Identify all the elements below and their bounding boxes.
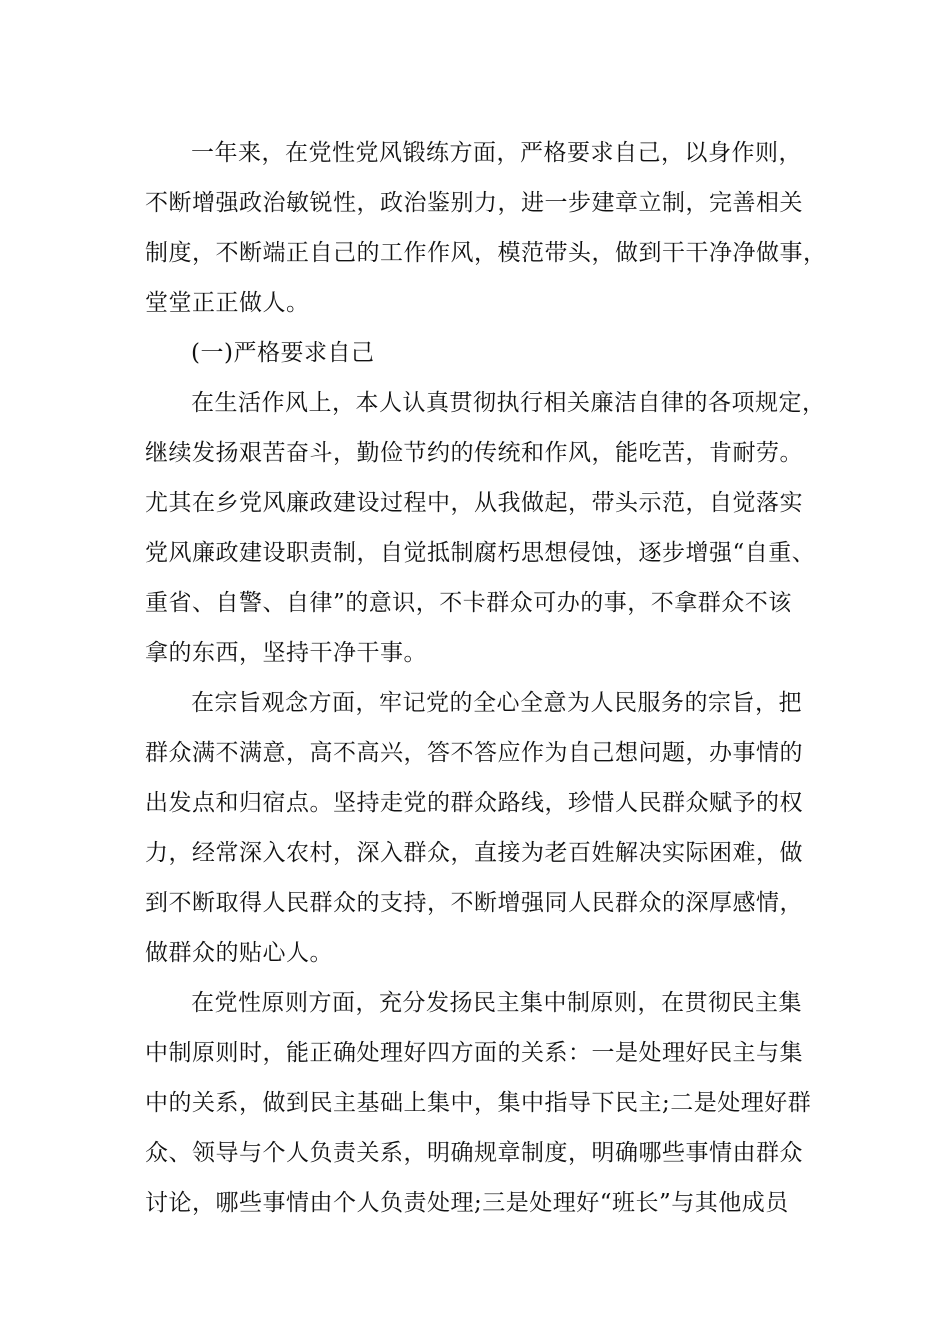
paragraph-line: 众、领导与个人负责关系，明确规章制度，明确哪些事情由群众: [145, 1140, 803, 1166]
paragraph-line: 重省、自警、自律”的意识，不卡群众可办的事，不拿群众不该: [145, 590, 792, 616]
paragraph-line: 讨论，哪些事情由个人负责处理;三是处理好“班长”与其他成员: [145, 1190, 789, 1216]
paragraph-2: [145, 378, 825, 678]
paragraph-line: 尤其在乡党风廉政建设过程中，从我做起，带头示范，自觉落实: [145, 490, 803, 516]
paragraph-line: 出发点和归宿点。坚持走党的群众路线，珍惜人民群众赋予的权: [145, 790, 803, 816]
paragraph-line: 制度，不断端正自己的工作作风，模范带头，做到干干净净做事，: [145, 240, 827, 266]
paragraph-line: 做群众的贴心人。: [145, 940, 333, 966]
paragraph-line: 群众满不满意，高不高兴，答不答应作为自己想问题，办事情的: [145, 740, 803, 766]
paragraph-line: 在宗旨观念方面，牢记党的全心全意为人民服务的宗旨，把: [191, 690, 802, 716]
paragraph-line: 在党性原则方面，充分发扬民主集中制原则，在贯彻民主集: [191, 990, 802, 1016]
paragraph-line: 一年来，在党性党风锻练方面，严格要求自己，以身作则，: [191, 140, 802, 166]
paragraph-line: 在生活作风上，本人认真贯彻执行相关廉洁自律的各项规定，: [191, 390, 826, 416]
paragraph-line: 拿的东西，坚持干净干事。: [145, 640, 427, 666]
paragraph-line: 力，经常深入农村，深入群众，直接为老百姓解决实际困难，做: [145, 840, 803, 866]
paragraph-line: 堂堂正正做人。: [145, 290, 310, 316]
paragraph-line: 继续发扬艰苦奋斗，勤俭节约的传统和作风，能吃苦，肯耐劳。: [145, 440, 803, 466]
section-heading-text: (一)严格要求自己: [191, 340, 375, 366]
paragraph-line: 党风廉政建设职责制，自觉抵制腐朽思想侵蚀，逐步增强“自重、: [145, 540, 816, 566]
paragraph-line: 中的关系，做到民主基础上集中，集中指导下民主;二是处理好群: [145, 1090, 812, 1116]
paragraph-4: [145, 978, 825, 1228]
document-body: [145, 128, 825, 1228]
paragraph-1: [145, 128, 825, 328]
paragraph-line: 不断增强政治敏锐性，政治鉴别力，进一步建章立制，完善相关: [145, 190, 803, 216]
paragraph-3: [145, 678, 825, 978]
paragraph-line: 中制原则时，能正确处理好四方面的关系：一是处理好民主与集: [145, 1040, 803, 1066]
paragraph-line: 到不断取得人民群众的支持，不断增强同人民群众的深厚感情，: [145, 890, 803, 916]
section-heading: [145, 328, 825, 378]
